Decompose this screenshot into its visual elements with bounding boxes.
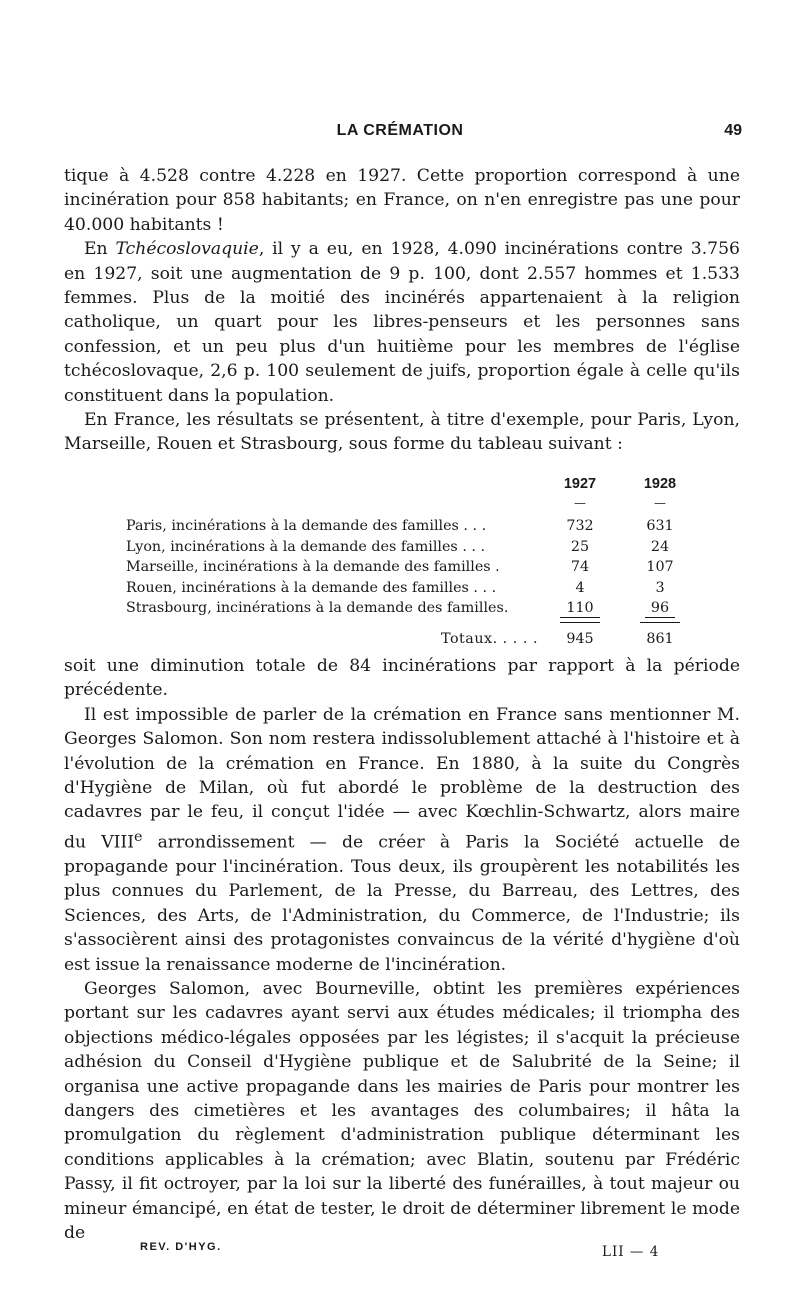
value-1928: 24: [650, 538, 670, 555]
paragraph-diminution: soit une diminution totale de 84 incinérations par rapport à la période précédente.: [64, 656, 740, 701]
value-1927: 110: [560, 600, 599, 618]
text-block-bottom: [64, 654, 740, 1245]
paragraph-continuation: tique à 4.528 contre 4.228 en 1927. Cette proportion correspond à une incinération pour 858 habitants; en France, on n'en enregistre pas une pour 40.000 habitants !: [64, 166, 740, 235]
value-1927-cell: [546, 598, 614, 619]
separator-line-1927: [560, 622, 600, 623]
text-block-top: [64, 164, 740, 457]
table-row: [126, 537, 686, 558]
paragraph-france-intro: En France, les résultats se présentent, à titre d'exemple, pour Paris, Lyon, Marseille, Rouen et Strasbourg, sous forme du tableau suivant :: [64, 410, 740, 455]
running-title: LA CRÉMATION: [336, 122, 464, 139]
journal-abbreviation: REV. D'HYG.: [140, 1241, 222, 1253]
paragraph-body: Il est impossible de parler de la crémation en France sans mentionner M. Georges Salomon. Son nom restera indissolublement attaché à l'histoire et à l'évolution de la crémation en France. En 1880, à la suite du Congrès d'Hygiène de Milan, où fut abordé le problème de la destruction des cadavres par le feu, il conçut l'idée — avec Kœchlin-Schwartz, alors maire du VIII: [64, 704, 740, 853]
table-header-row: [126, 476, 686, 516]
total-1928: 861: [646, 630, 674, 647]
table-row: [126, 516, 686, 537]
value-1927: 25: [570, 538, 590, 555]
value-1927: 4: [575, 579, 585, 596]
paragraph-salomon: [64, 703, 740, 977]
value-1927: 732: [566, 518, 594, 534]
statistics-table: [126, 476, 686, 649]
header-dash: —: [574, 496, 586, 510]
row-label: Strasbourg, incinérations à la demande des familles.: [126, 600, 509, 617]
row-label: Paris, incinérations à la demande des familles . . .: [126, 518, 487, 534]
column-header-1928: 1928: [643, 476, 677, 492]
table-row: [126, 578, 686, 599]
row-label: Marseille, incinérations à la demande des familles .: [126, 559, 500, 576]
country-name: Tchécoslovaquie: [115, 239, 259, 260]
value-1928: 107: [646, 559, 674, 576]
separator-line-1928: [640, 622, 680, 623]
value-1928: 96: [645, 600, 675, 618]
total-label: Totaux. . . . .: [441, 630, 538, 647]
paragraph-czechoslovakia: [64, 237, 740, 408]
table-row: [126, 598, 686, 619]
value-1928-cell: [626, 598, 694, 619]
value-1928: 3: [655, 579, 665, 596]
row-label: Lyon, incinérations à la demande des familles . . .: [126, 538, 486, 555]
signature-mark: LII — 4: [602, 1244, 660, 1260]
paragraph-body: arrondissement — de créer à Paris la Société actuelle de propagande pour l'incinération. Tous deux, ils groupèrent les notabilités les plus connues du Parlement, de la Presse, du Barreau, des Lettres, des Sciences, des Arts, de l'Administration, du Commerce, de l'Industrie; ils s'associèrent ainsi des protagonistes convaincus de la vérité d'hygiène d'où est issue la renaissance moderne de l'incinération.: [64, 832, 740, 975]
value-1928: 631: [646, 518, 674, 534]
paragraph-bourneville: Georges Salomon, avec Bourneville, obtint les premières expériences portant sur les cadavres ayant servi aux études médicales; il triompha des objections médico-légales opposées par les légistes; il s'acquit la précieuse adhésion du Conseil d'Hygiène publique et de Salubrité de la Seine; il organisa une active propagande dans les mairies de Paris pour montrer les dangers des cimetières et les avantages des columbaires; il hâta la promulgation du règlement d'administration publique déterminant les conditions applicables à la crémation; avec Blatin, soutenu par Frédéric Passy, il fit octroyer, par la loi sur la liberté des funérailles, à tout majeur ou mineur émancipé, en état de tester, le droit de déterminer librement le mode de: [64, 979, 740, 1244]
value-1927: 74: [570, 559, 590, 576]
table-total-row: [126, 629, 686, 649]
row-label: Rouen, incinérations à la demande des familles . . .: [126, 579, 497, 596]
column-header-1927: 1927: [563, 476, 597, 492]
total-1927: 945: [566, 630, 594, 647]
page-number: 49: [724, 122, 742, 139]
total-separator: [126, 619, 686, 629]
paragraph-body: , il y a eu, en 1928, 4.090 incinérations contre 3.756 en 1927, soit une augmentation de 9 p. 100, dont 2.557 hommes et 1.533 femmes. Plus de la moitié des incinérés appartenaient à la religion catholique, un quart pour les libres-penseurs et les personnes sans confession, et un peu plus d'un huitième pour les membres de l'église tchécoslovaque, 2,6 p. 100 seulement de juifs, proportion égale à celle qu'ils constituent dans la population.: [64, 239, 740, 406]
header-dash: —: [654, 496, 666, 510]
paragraph-prefix: En: [84, 239, 116, 260]
ordinal-superscript: e: [134, 828, 143, 845]
table-row: [126, 557, 686, 578]
